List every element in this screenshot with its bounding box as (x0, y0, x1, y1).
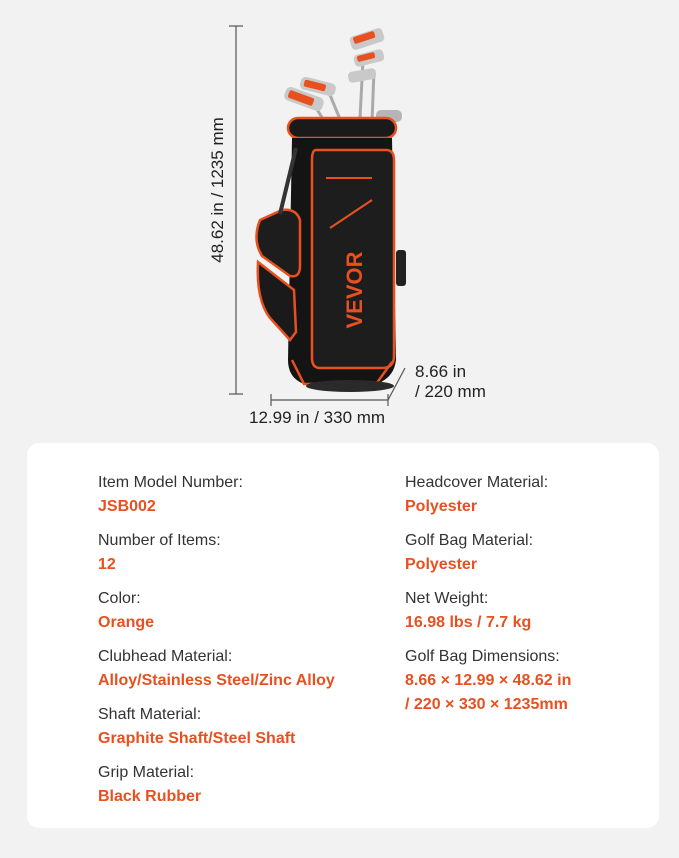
height-dimension-label: 48.62 in / 1235 mm (208, 117, 227, 263)
depth-dimension-label-line2: / 220 mm (415, 382, 486, 401)
height-dimension-line (229, 26, 243, 394)
spec-label: Number of Items: (98, 532, 221, 549)
spec-value: Graphite Shaft/Steel Shaft (98, 730, 296, 747)
spec-golf-bag-material (405, 529, 645, 577)
spec-value: Alloy/Stainless Steel/Zinc Alloy (98, 672, 335, 689)
spec-value-line2: / 220 × 330 × 1235mm (405, 696, 568, 713)
spec-net-weight (405, 587, 645, 635)
spec-item-model-number (98, 471, 388, 519)
spec-golf-bag-dimensions (405, 645, 645, 717)
spec-value: 16.98 lbs / 7.7 kg (405, 614, 532, 631)
spec-grip-material (98, 761, 388, 809)
spec-value: Polyester (405, 498, 478, 515)
club-heads (283, 27, 402, 124)
spec-shaft-material (98, 703, 388, 751)
spec-label: Shaft Material: (98, 706, 202, 723)
width-dimension-line (271, 394, 388, 406)
spec-label: Net Weight: (405, 590, 489, 607)
spec-value: Black Rubber (98, 788, 202, 805)
spec-column-right (405, 471, 645, 727)
spec-column-left (98, 471, 388, 819)
brand-logo: VEVOR (342, 251, 367, 329)
spec-label: Item Model Number: (98, 474, 243, 491)
spec-headcover-material (405, 471, 645, 519)
spec-clubhead-material (98, 645, 388, 693)
width-dimension-label: 12.99 in / 330 mm (249, 408, 386, 427)
spec-color (98, 587, 388, 635)
spec-value-line1: 8.66 × 12.99 × 48.62 in (405, 672, 572, 689)
spec-number-of-items (98, 529, 388, 577)
spec-value: Orange (98, 614, 155, 631)
spec-label: Color: (98, 590, 141, 607)
spec-value: 12 (98, 556, 116, 573)
spec-value: Polyester (405, 556, 478, 573)
spec-label: Clubhead Material: (98, 648, 233, 665)
golf-bag (256, 118, 406, 392)
spec-value: JSB002 (98, 498, 156, 515)
spec-label: Headcover Material: (405, 474, 549, 491)
spec-label: Golf Bag Material: (405, 532, 534, 549)
depth-dimension-label-line1: 8.66 in (415, 362, 467, 381)
spec-card (27, 443, 659, 828)
spec-label: Golf Bag Dimensions: (405, 648, 560, 665)
spec-label: Grip Material: (98, 764, 195, 781)
